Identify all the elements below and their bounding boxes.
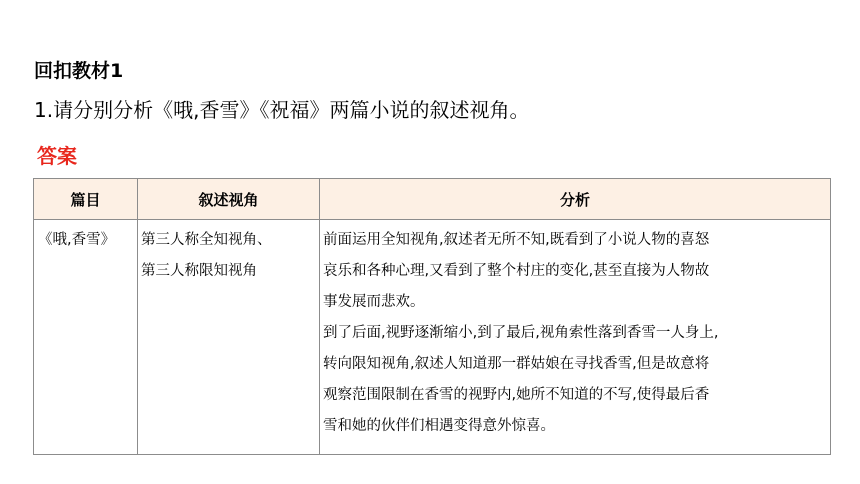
- analysis-line: 雪和她的伙伴们相遇变得意外惊喜。: [323, 418, 555, 434]
- analysis-line: 观察范围限制在香雪的视野内,她所不知道的不写,使得最后香: [323, 387, 710, 403]
- cell-analysis: [320, 220, 831, 455]
- analysis-line: 到了后面,视野逐渐缩小,到了最后,视角索性落到香雪一人身上,: [323, 325, 719, 341]
- cell-title: 《哦,香雪》: [34, 220, 138, 455]
- analysis-line: 前面运用全知视角,叙述者无所不知,既看到了小说人物的喜怒: [323, 232, 710, 248]
- answer-label: 答案: [37, 144, 77, 168]
- answer-table: [33, 178, 830, 455]
- perspective-line: 第三人称全知视角、: [141, 232, 272, 248]
- header-title: 篇目: [34, 179, 138, 220]
- analysis-line: 事发展而悲欢。: [323, 294, 425, 310]
- question-text: 1.请分别分析《哦,香雪》《祝福》两篇小说的叙述视角。: [34, 98, 530, 122]
- header-perspective: 叙述视角: [138, 179, 320, 220]
- table-header-row: [34, 179, 831, 220]
- analysis-line: 哀乐和各种心理,又看到了整个村庄的变化,甚至直接为人物故: [323, 263, 710, 279]
- section-heading: 回扣教材1: [34, 60, 124, 82]
- table-row: [34, 220, 831, 455]
- perspective-line: 第三人称限知视角: [141, 263, 257, 279]
- analysis-line: 转向限知视角,叙述人知道那一群姑娘在寻找香雪,但是故意将: [323, 356, 710, 372]
- header-analysis: 分析: [320, 179, 831, 220]
- cell-perspective: [138, 220, 320, 455]
